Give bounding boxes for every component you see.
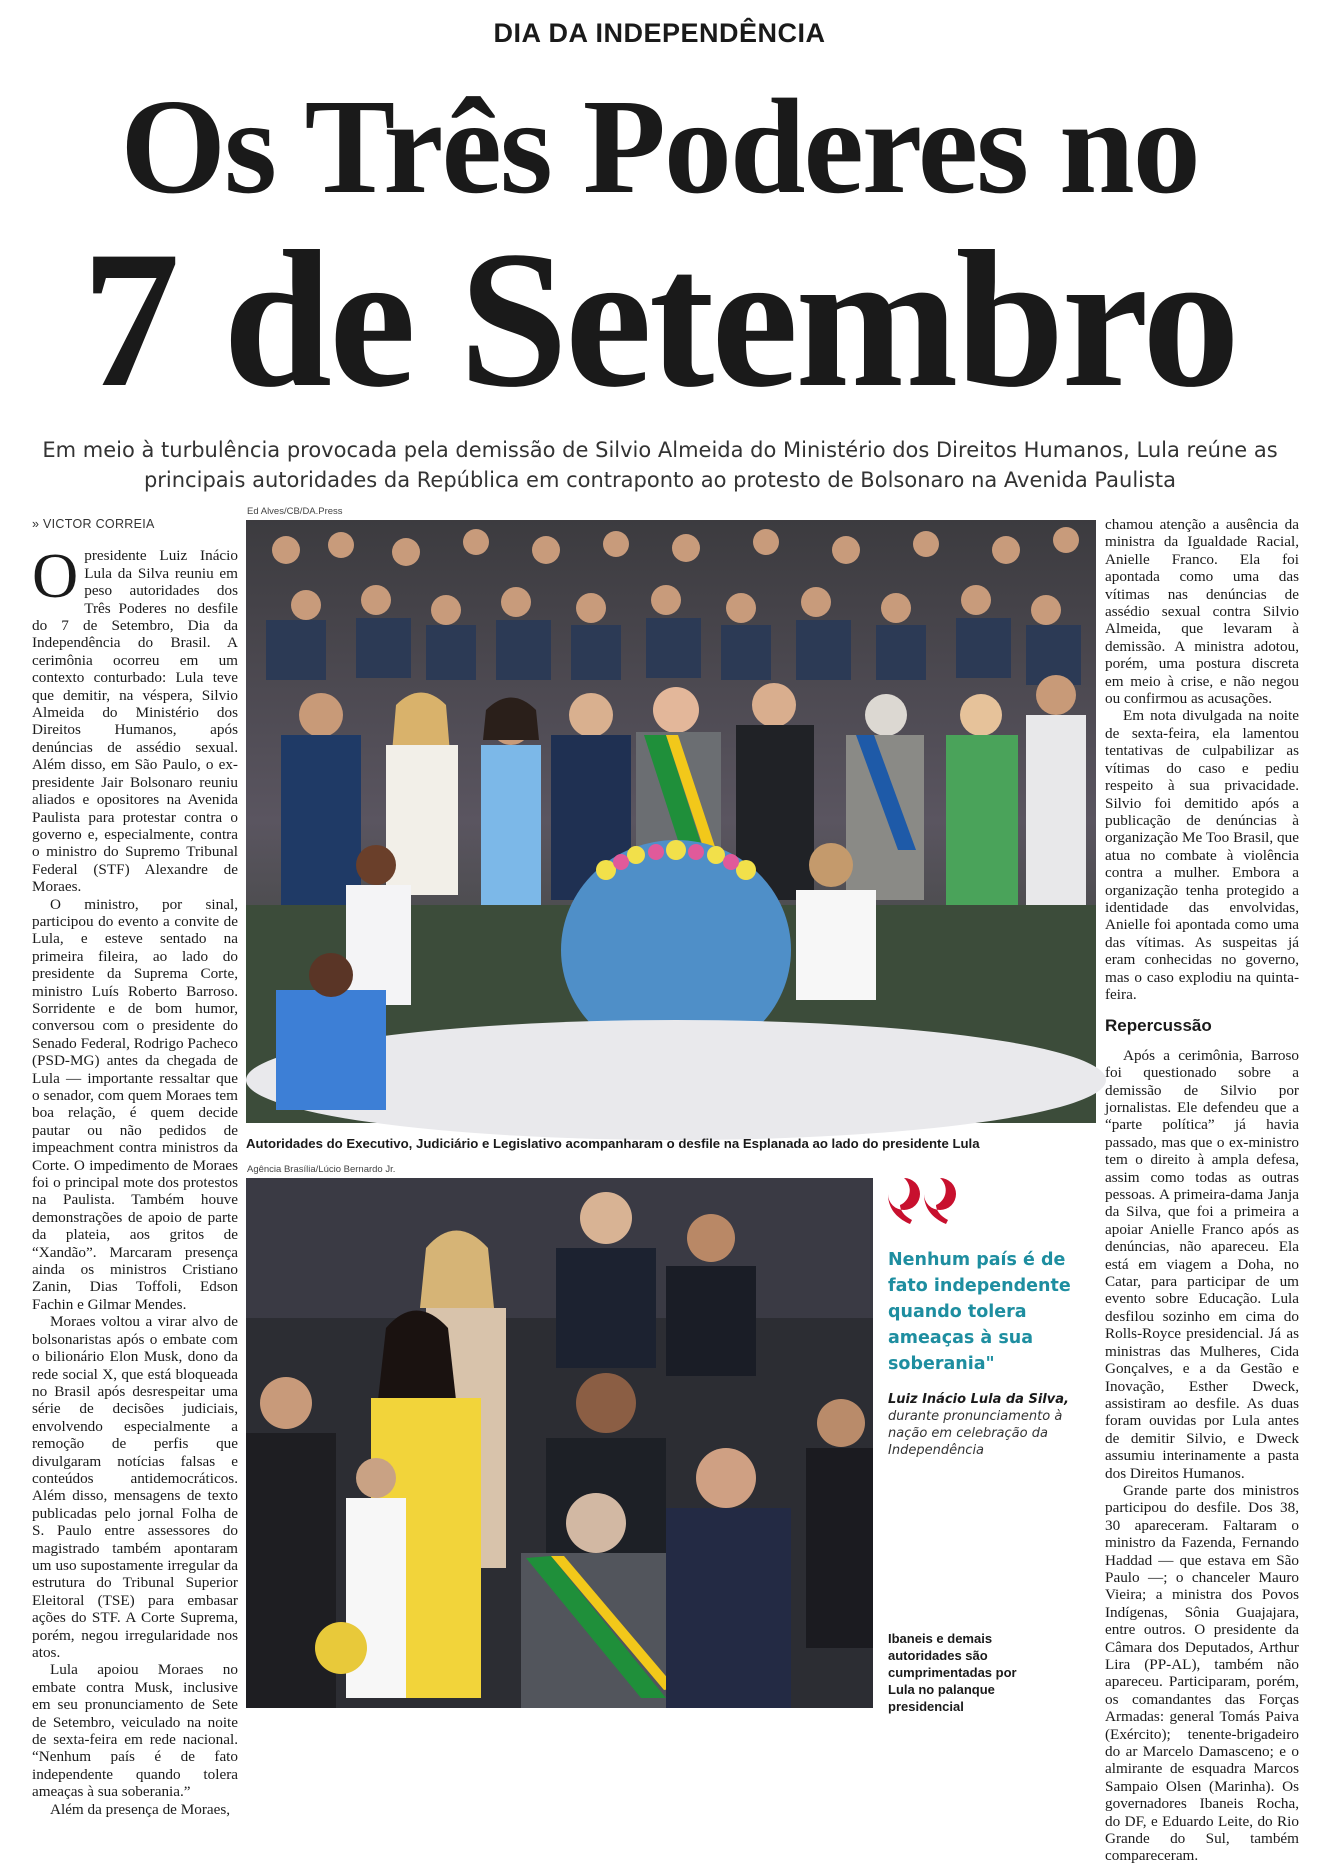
photo-caption-top: Autoridades do Executivo, Judiciário e Legislativo acompanharam o desfile na Esplanada ao lado do presidente Lula xyxy=(246,1136,980,1151)
deck: Em meio à turbulência provocada pela demissão de Silvio Almeida do Ministério dos Direitos Humanos, Lula reúne as principais autoridades da República em contraponto ao protesto de Bolsonaro na Avenida Paulista xyxy=(42,438,1278,492)
photo-credit-top: Ed Alves/CB/DA.Press xyxy=(247,506,343,517)
pull-quote-attribution xyxy=(888,1391,1088,1459)
pull-quote-text: Nenhum país é de fato independente quando tolera ameaças à sua soberania" xyxy=(888,1250,1071,1374)
pull-quote-context: durante pronunciamento à nação em celebração da Independência xyxy=(888,1409,1063,1458)
article-paragraph: Moraes voltou a virar alvo de bolsonaristas após o embate com o bilionário Elon Musk, dono da rede social X, que está bloqueada no Brasil após desrespeitar uma série de decisões judiciais, envolvendo especialmente a remoção de perfis que divulgaram notícias falsas e conteúdos antidemocráticos. Além disso, mensagens de texto publicadas pelo jornal Folha de S. Paulo entre assessores do magistrado também apontaram um uso supostamente irregular da estrutura do Tribunal Superior Eleitoral (TSE) para embasar ações do STF. A Corte Suprema, porém, negou irregularidade nos atos. xyxy=(32,1313,238,1661)
pull-quote xyxy=(888,1178,1088,1459)
article-right-column xyxy=(1105,516,1299,1865)
headline-line-2: 7 de Setembro xyxy=(82,211,1237,428)
quote-marks-icon xyxy=(888,1178,1088,1229)
subhead: Repercussão xyxy=(1105,1016,1212,1036)
article-paragraph: Além da presença de Moraes, xyxy=(50,1800,231,1818)
article-paragraph: Em nota divulgada na noite de sexta-feira, ela lamentou tentativas de culpabilizar as vítimas do caso e pediu respeito à sua privacidade. Silvio foi demitido após a publicação de denúncias à organização Me Too Brasil, que atua no combate à violência contra a mulher. Embora a organização tenha protegido a identidade das envolvidas, Anielle foi apontada como uma das vítimas. As suspeitas já eram conhecidas no governo, mas o caso explodiu na quinta-feira. xyxy=(1105,707,1299,1003)
drop-cap: O xyxy=(32,540,79,612)
article-paragraph: chamou atenção a ausência da ministra da Igualdade Racial, Anielle Franco. Ela foi apontada como uma das vítimas nas denúncias de assédio sexual contra Silvio Almeida, que levaram à demissão. A ministra adotou, porém, uma postura discreta em meio à crise, e não negou ou confirmou as acusações. xyxy=(1105,516,1299,708)
photo-officials-on-stand xyxy=(246,520,1096,1123)
article-left-column xyxy=(32,516,238,1818)
article-paragraph: Após a cerimônia, Barroso foi questionado sobre a demissão de Silvio por jornalistas. Ele defendeu que a “parte política” já havia passado, mas que o ex-ministro tem o direito à ampla defesa, assim como todas as outras pessoas. A primeira-dama Janja da Silva, que foi a primeira a apoiar Anielle Franco após as denúncias, não apareceu. Ela está em viagem a Doha, no Catar, para participar de um evento sobre Educação. Lula desfilou sozinho em cima do Rolls-Royce presidencial. Já as ministras das Mulheres, Cida Gonçalves, e a da Gestão e Inovação, Esther Dweck, assistiram ao desfile. As duas foram ouvidas por Lula antes de demitir Silvio, e Dweck assumiu interinamente a pasta dos Direitos Humanos. xyxy=(1105,1046,1299,1482)
photo-caption-bottom: Ibaneis e demais autoridades são cumprimentadas por Lula no palanque presidencial xyxy=(888,1631,1017,1714)
article-paragraph: Grande parte dos ministros participou do desfile. Dos 38, 30 apareceram. Faltaram o ministro da Fazenda, Fernando Haddad — que estava em São Paulo —; o chanceler Mauro Vieira; a ministra dos Povos Indígenas, Sônia Guajajara, entre outros. O presidente da Câmara dos Deputados, Arthur Lira (PP-AL), também não apareceu. Participaram, porém, os comandantes das Forças Armadas: general Tomás Paiva (Exército); tenente-brigadeiro do ar Marcelo Damasceno; e o almirante de esquadra Marcos Sampaio Olsen (Marinha). Os governadores Ibaneis Rocha, do DF, e Eduardo Leite, do Rio Grande do Sul, também compareceram. xyxy=(1105,1481,1299,1865)
article-paragraph: Lula apoiou Moraes no embate contra Musk, inclusive em seu pronunciamento de Sete de Setembro, veiculado na noite de sexta-feira em rede nacional. “Nenhum país é de fato independente quando tolera ameaças à sua soberania.” xyxy=(32,1661,238,1801)
pull-quote-speaker: Luiz Inácio Lula da Silva, xyxy=(888,1392,1069,1407)
photo-credit-bottom: Agência Brasília/Lúcio Bernardo Jr. xyxy=(247,1164,396,1175)
byline: » VICTOR CORREIA xyxy=(32,517,155,531)
photo-lula-greeting xyxy=(246,1178,873,1708)
section-tag: DIA DA INDEPENDÊNCIA xyxy=(493,18,826,48)
article-paragraph: Opresidente Luiz Inácio Lula da Silva reuniu em peso autoridades dos Três Poderes no desfile do 7 de Setembro, Dia da Independência do Brasil. A cerimônia ocorreu em um contexto conturbado: Lula teve que demitir, na véspera, Silvio Almeida do Ministério dos Direitos Humanos, após denúncias de assédio sexual. Além disso, em São Paulo, o ex-presidente Jair Bolsonaro reuniu aliados e opositores na Avenida Paulista para protestar contra o governo e, especialmente, contra o ministro do Supremo Tribunal Federal (STF) Alexandre de Moraes. xyxy=(32,540,238,896)
article-paragraph: O ministro, por sinal, participou do evento a convite de Lula, e esteve sentado na primeira fileira, ao lado do presidente da Suprema Corte, ministro Luís Roberto Barroso. Sorridente e de bom humor, conversou com o presidente do Senado Federal, Rodrigo Pacheco (PSD-MG) antes da chegada de Lula — importante ressaltar que o senador, com quem Moraes tem boa relação, é quem decide pautar ou não pedidos de impeachment contra ministros da Corte. O impedimento de Moraes foi o principal mote dos protestos na Paulista. Também houve demonstrações de apoio de parte da plateia, aos gritos de “Xandão”. Marcaram presença ainda os ministros Cristiano Zanin, Dias Toffoli, Edson Fachin e Gilmar Mendes. xyxy=(32,895,238,1313)
headline-line-1: Os Três Poderes no xyxy=(120,72,1199,222)
